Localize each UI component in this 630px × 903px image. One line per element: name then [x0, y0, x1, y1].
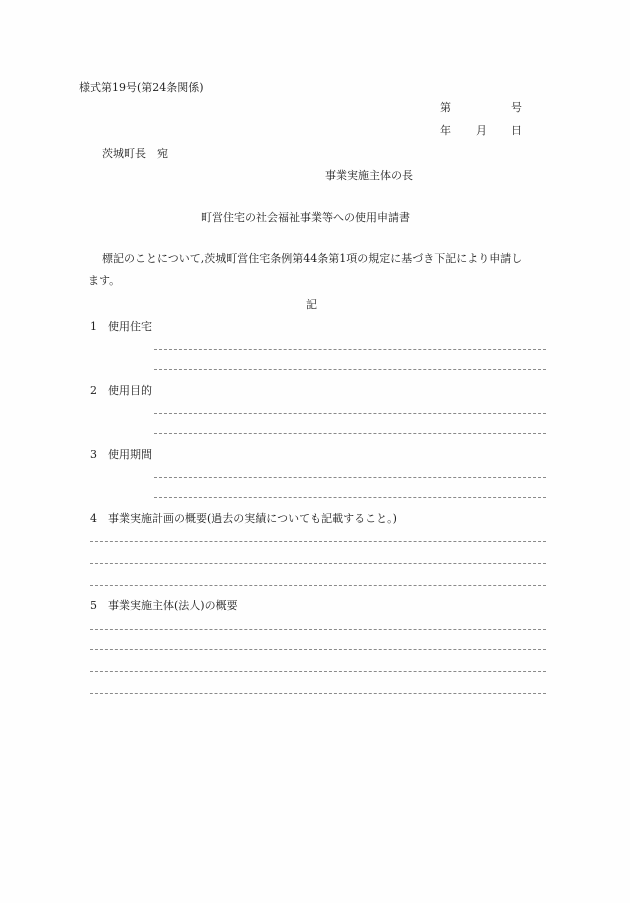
section-5-label: 事業実施主体(法人)の概要	[108, 599, 238, 612]
section-5-line-4[interactable]	[90, 693, 546, 694]
form-label: 様式第19号(第24条関係)	[79, 81, 204, 94]
section-3-label: 使用期間	[108, 448, 152, 461]
section-2-number: 2	[90, 384, 97, 397]
document-title: 町営住宅の社会福祉事業等への使用申請書	[201, 211, 410, 224]
section-2-line-2[interactable]	[154, 433, 546, 434]
section-1-line-1[interactable]	[154, 349, 546, 350]
body-line-1: 標記のことについて,茨城町営住宅条例第44条第1項の規定に基づき下記により申請し	[102, 252, 523, 265]
section-5-line-2[interactable]	[90, 649, 546, 650]
date-year: 年	[440, 124, 451, 137]
section-5-line-3[interactable]	[90, 671, 546, 672]
section-2-line-1[interactable]	[154, 413, 546, 414]
section-3-line-1[interactable]	[154, 477, 546, 478]
section-1-label: 使用住宅	[108, 320, 152, 333]
addressee: 茨城町長 宛	[102, 147, 168, 160]
section-4-number: 4	[90, 512, 97, 525]
date-month: 月	[476, 124, 487, 137]
section-2-label: 使用目的	[108, 384, 152, 397]
section-3-number: 3	[90, 448, 97, 461]
section-5-number: 5	[90, 599, 97, 612]
section-4-label: 事業実施計画の概要(過去の実績についても記載すること。)	[108, 512, 397, 525]
section-4-line-2[interactable]	[90, 563, 546, 564]
applicant: 事業実施主体の長	[325, 169, 413, 182]
section-4-line-1[interactable]	[90, 541, 546, 542]
number-prefix: 第	[440, 101, 451, 114]
section-3-line-2[interactable]	[154, 497, 546, 498]
section-5-line-1[interactable]	[90, 629, 546, 630]
number-suffix: 号	[511, 101, 522, 114]
body-line-2: ます。	[88, 274, 121, 287]
section-1-line-2[interactable]	[154, 369, 546, 370]
section-1-number: 1	[90, 320, 97, 333]
date-day: 日	[511, 124, 522, 137]
section-4-line-3[interactable]	[90, 585, 546, 586]
ki-heading: 記	[306, 298, 317, 311]
